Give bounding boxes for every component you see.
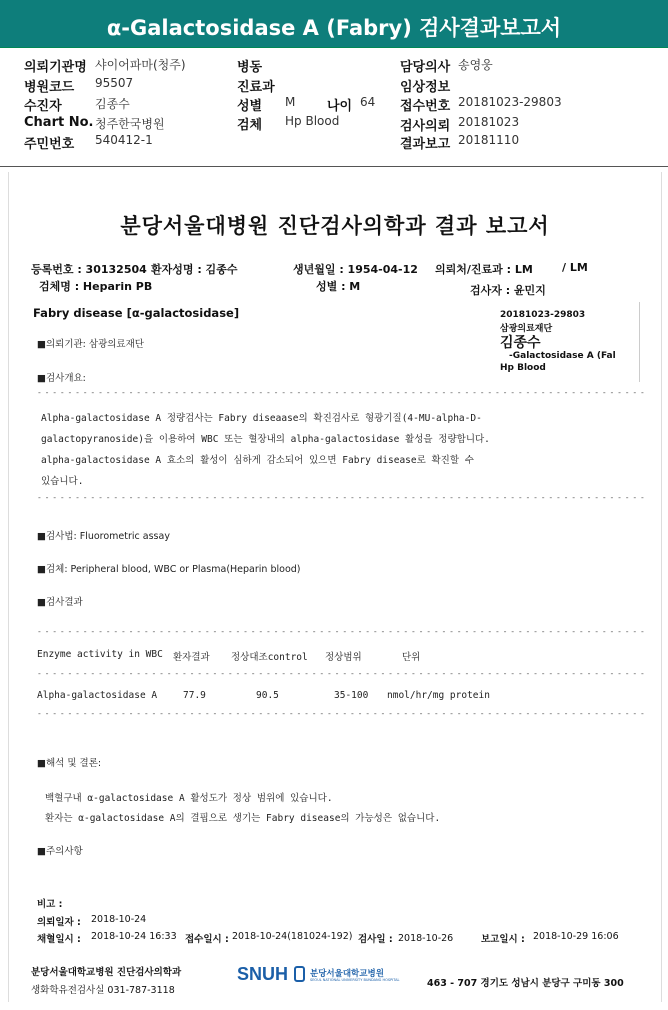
result-heading: ■검사결과 [37,597,83,608]
specimen-name: 검체명 : Heparin PB [39,280,153,293]
overview-line: Alpha-galactosidase A 정량검사는 Fabry diseaase의 확진검사로 형광기질(4-MU-alpha-D- [41,413,482,424]
table-header-cell: Enzyme activity in WBC [37,649,163,660]
divider: - - - - - - - - - - - - - - - - - - - - - - - - - - - - - - - - - - - - - - - - - - - - - - - - - - - - - - - - - - - - - - - - - - - - - - - - - - - - - - - - [37,388,644,397]
specimen-type: ■검체: Peripheral blood, WBC or Plasma(Heparin blood) [37,564,301,575]
field-value: 청주한국병원 [95,117,165,131]
table-header-cell: 정상대조control [231,652,308,663]
sex: 성별 : M [316,280,361,293]
sample-label-stamp [493,302,640,382]
field-value: M [285,95,296,109]
overview-heading: ■검사개요: [37,373,86,384]
stamp-line: 20181023-29803 [500,310,586,320]
table-header-cell: 단위 [402,652,421,663]
field-label: 진료과 [237,80,275,95]
header-row [237,114,340,133]
report-date-label: 보고일시 : [481,934,525,945]
test-date: 2018-10-26 [398,933,454,944]
field-value: Hp Blood [285,114,340,128]
field-label: 검사의뢰 [400,119,451,134]
header-row [400,133,520,152]
registration-number: 등록번호 : 30132504 [31,263,147,276]
requesting-department: 의뢰처/진료과 : LM [435,263,533,276]
header-row [24,95,130,114]
logo-emblem-icon [294,966,305,982]
patient-name: 환자성명 : 김종수 [151,263,238,276]
report-banner: α-Galactosidase A (Fabry) 검사결과보고서 [0,0,668,48]
interpretation-line: 환자는 α-galactosidase A의 결핍으로 생기는 Fabry disease의 가능성은 없습니다. [45,813,441,824]
table-cell: Alpha-galactosidase A [37,690,158,701]
header-row [237,95,296,114]
header-row [400,76,450,95]
test-name: Fabry disease [α-galactosidase] [33,306,240,320]
report-title: 분당서울대병원 진단검사의학과 결과 보고서 [120,214,550,238]
examiner: 검사자 : 윤민지 [470,284,546,297]
field-label: 결과보고 [400,137,451,152]
stamp-line: 김종수 [500,335,541,351]
logo-english: SEOUL NATIONAL UNIVERSITY BUNDANG HOSPITAL [310,978,400,982]
field-value: 샤이어파마(청주) [95,58,186,72]
request-date: 2018-10-24 [91,914,147,925]
field-label: 성별 [237,99,263,114]
header-row [237,76,275,95]
interpretation-heading: ■해석 및 결론: [37,758,102,769]
patient-result-value: 77.9 [183,690,206,701]
field-value: 64 [360,95,376,109]
reference-range: 35-100 [334,690,369,701]
field-value: 송영웅 [458,58,493,72]
field-label: 병동 [237,60,263,75]
logo-wordmark: SNUH [237,964,289,984]
field-value: 김종수 [95,97,130,111]
collection-time: 2018-10-24 16:33 [91,931,177,942]
notes-heading: ■주의사항 [37,846,83,857]
header-row [400,56,493,75]
logo-korean: 분당서울대학교병원 [310,969,384,979]
field-value: 20181023 [458,115,520,129]
table-header-cell: 환자결과 [173,652,210,663]
field-label: 주민번호 [24,137,75,152]
field-label: 접수번호 [400,99,451,114]
header-row [24,56,186,75]
unit: nmol/hr/mg protein [387,690,490,701]
field-label: 담당의사 [400,60,451,75]
receipt-label: 접수일시 : [185,934,229,945]
interpretation-line: 백혈구내 α-galactosidase A 활성도가 정상 범위에 있습니다. [45,793,333,804]
field-label: 수진자 [24,99,62,114]
overview-line: alpha-galactosidase A 효소의 활성이 심하게 감소되어 있으면 Fabry disease로 확진할 수 [41,455,474,466]
field-label: 검체 [237,118,263,133]
request-date-label: 의뢰일자 : [37,917,81,928]
table-header-cell: 정상범위 [325,652,362,663]
requesting-lab: ■의뢰기관: 삼광의료재단 [37,339,144,350]
field-value: 20181023-29803 [458,95,562,109]
field-label: Chart No. [24,115,94,130]
stamp-line: -Galactosidase A (Fal [509,351,616,361]
field-label: 나이 [327,99,353,114]
overview-line: 있습니다. [41,476,84,487]
footer-lab-contact: 생화학유전검사실 031-787-3118 [31,985,175,996]
header-row [400,95,562,114]
requesting-department-2: / LM [562,261,588,274]
header-row [237,56,262,75]
remarks-label: 비고 : [37,899,63,910]
control-value: 90.5 [256,690,279,701]
divider: - - - - - - - - - - - - - - - - - - - - - - - - - - - - - - - - - - - - - - - - - - - - - - - - - - - - - - - - - - - - - - - - - - - - - - - - - - - - - - - - [37,627,644,636]
overview-line: galactopyranoside)을 이용하여 WBC 또는 혈장내의 alpha-galactosidase 활성을 정량합니다. [41,434,490,445]
header-row [327,95,376,114]
divider: - - - - - - - - - - - - - - - - - - - - - - - - - - - - - - - - - - - - - - - - - - - - - - - - - - - - - - - - - - - - - - - - - - - - - - - - - - - - - - - - [37,709,644,718]
header-row [24,133,153,152]
test-date-label: 검사일 : [358,934,393,945]
field-label: 병원코드 [24,80,75,95]
report-date: 2018-10-29 16:06 [533,931,619,942]
date-of-birth: 생년월일 : 1954-04-12 [293,263,418,276]
footer-organization: 분당서울대학교병원 진단검사의학과 [31,967,182,978]
hospital-address: 463 - 707 경기도 성남시 분당구 구미동 300 [427,978,624,989]
receipt-time: 2018-10-24(181024-192) [232,931,353,942]
stamp-line: Hp Blood [500,363,546,373]
field-label: 의뢰기관명 [24,60,87,75]
test-method: ■검사법: Fluorometric assay [37,531,170,542]
divider: - - - - - - - - - - - - - - - - - - - - - - - - - - - - - - - - - - - - - - - - - - - - - - - - - - - - - - - - - - - - - - - - - - - - - - - - - - - - - - - - [37,493,644,502]
header-row [24,115,165,131]
header-row [24,76,134,95]
collection-label: 채혈일시 : [37,934,81,945]
divider: - - - - - - - - - - - - - - - - - - - - - - - - - - - - - - - - - - - - - - - - - - - - - - - - - - - - - - - - - - - - - - - - - - - - - - - - - - - - - - - - [37,669,644,678]
field-label: 임상정보 [400,80,451,95]
field-value: 540412-1 [95,133,153,147]
field-value: 95507 [95,76,134,90]
header-row [400,115,520,134]
result-report-page [8,172,662,1002]
request-header [0,48,668,167]
field-value: 20181110 [458,133,520,147]
stamp-line: 삼광의료재단 [500,324,553,334]
